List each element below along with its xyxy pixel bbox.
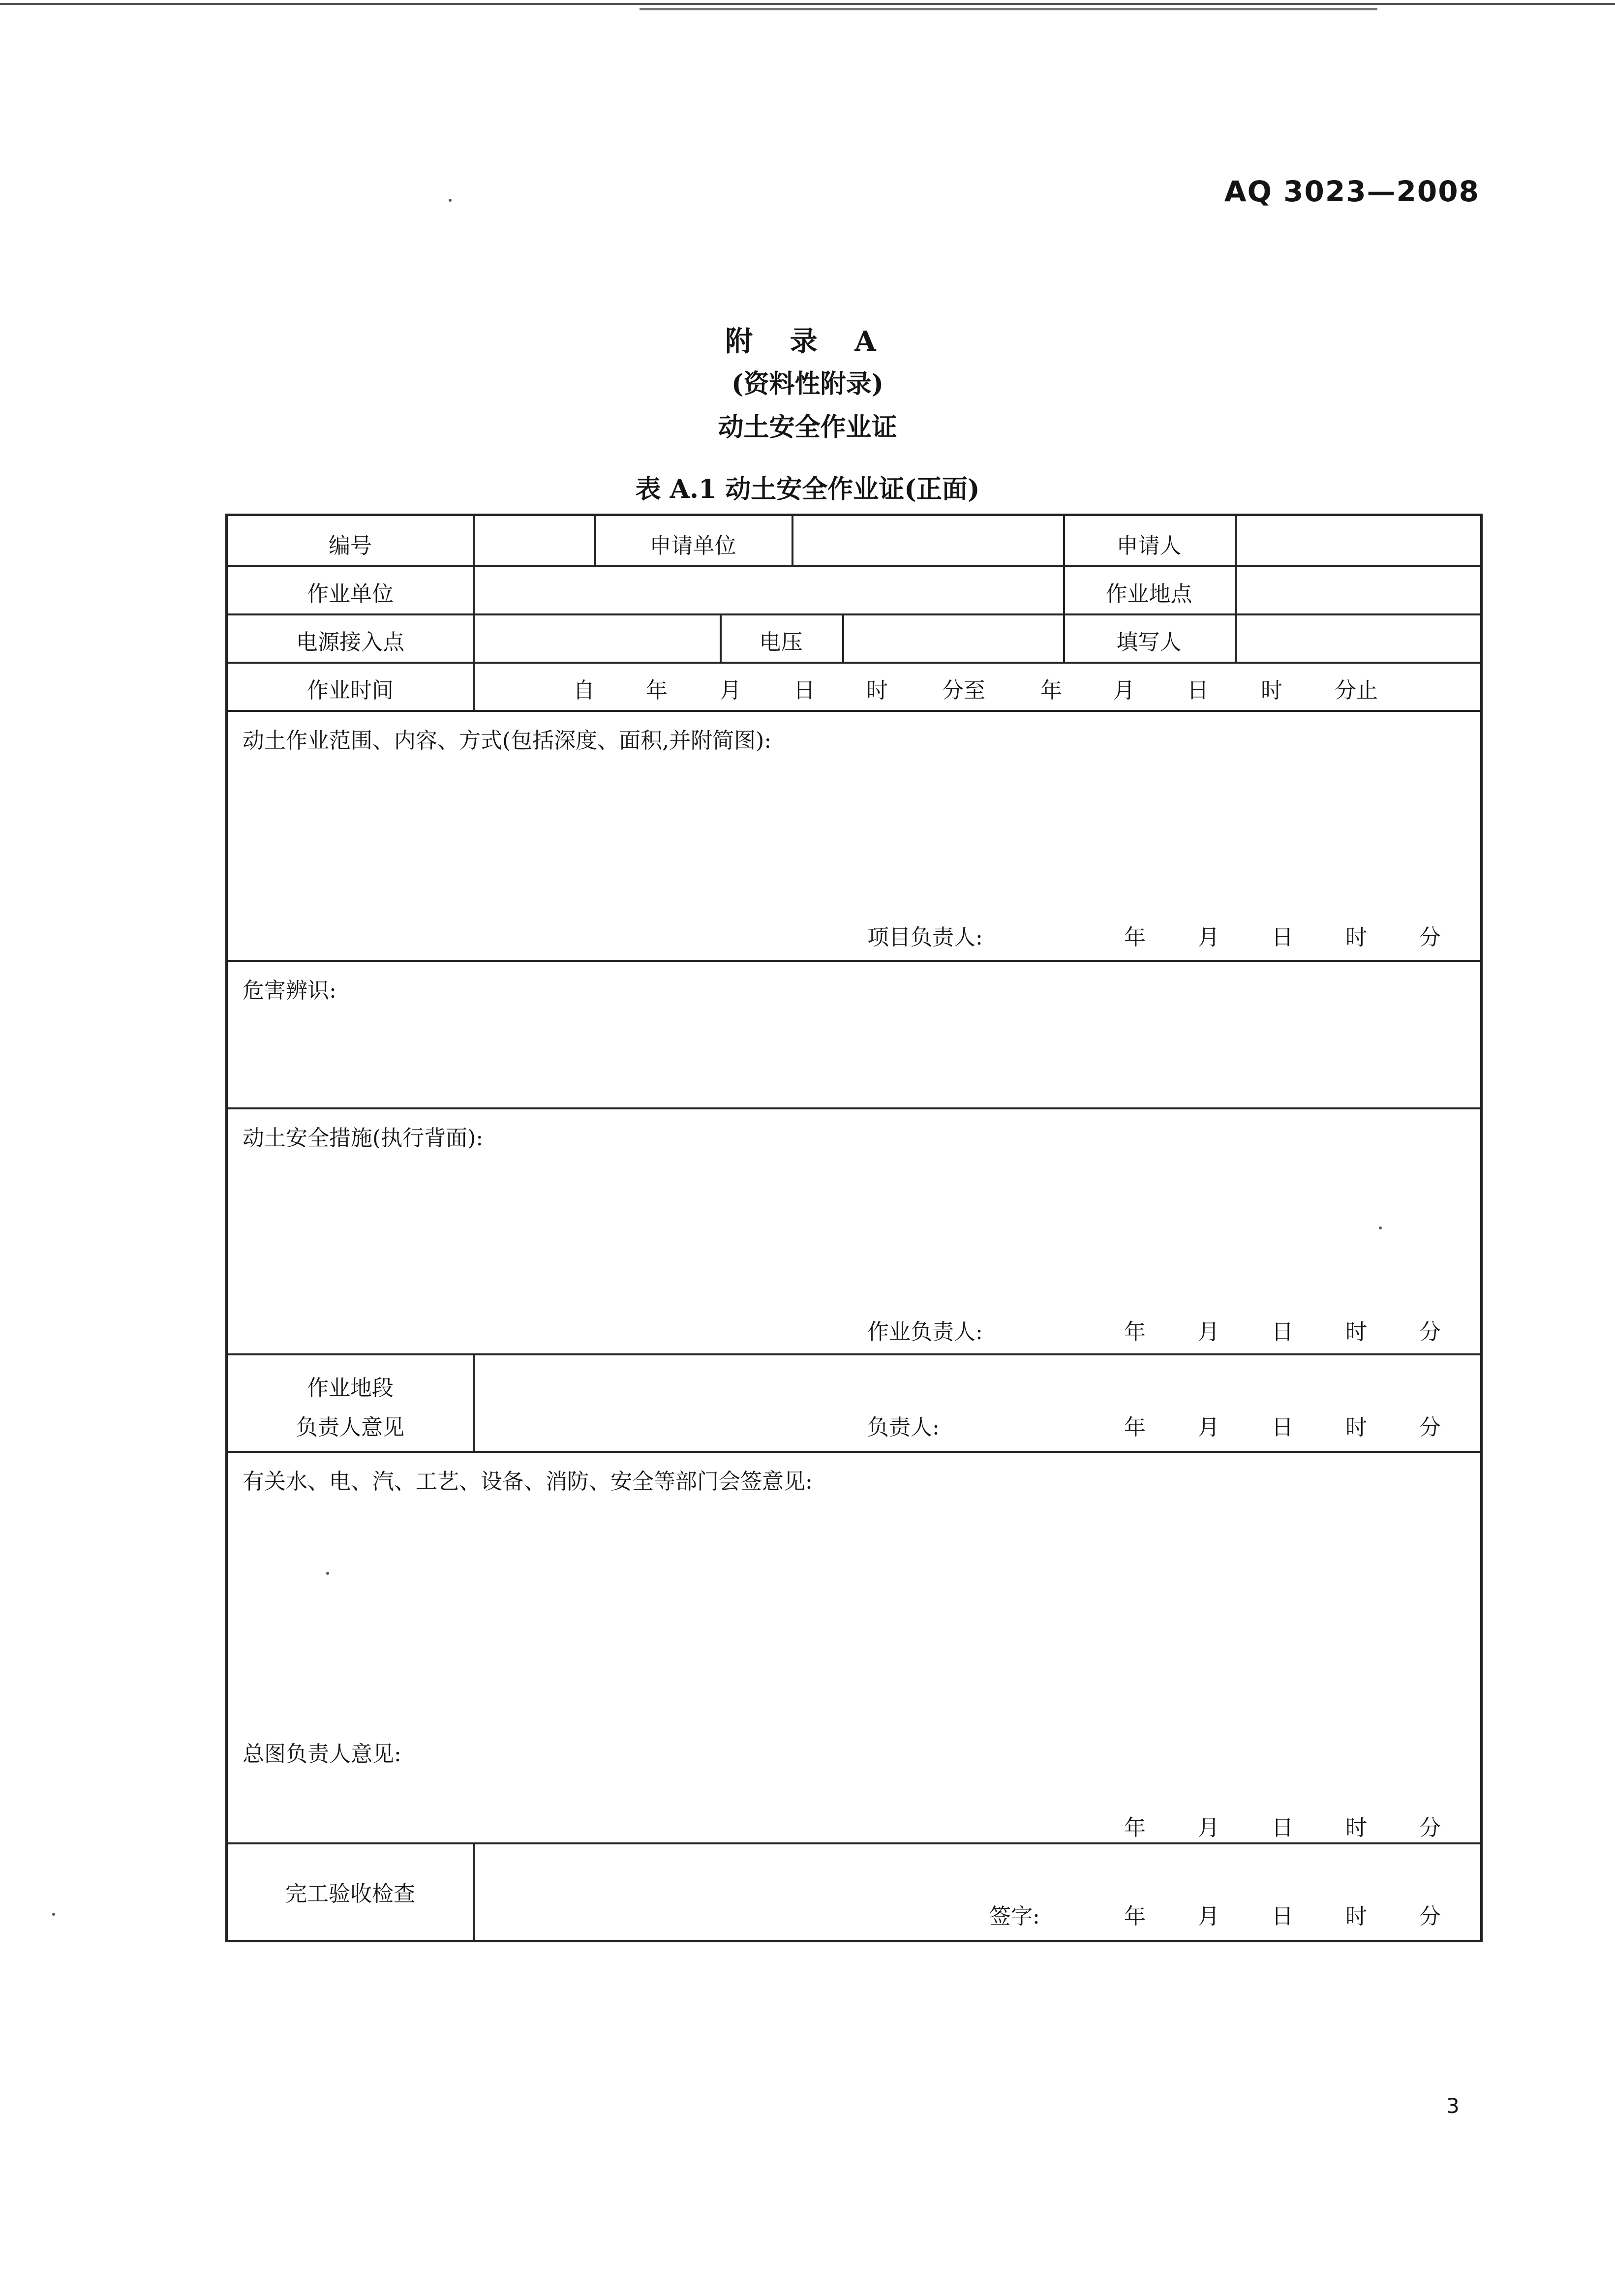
row-divider: [228, 613, 1481, 615]
row-divider: [228, 662, 1481, 664]
scope-minute: 分: [1419, 925, 1441, 950]
scope-label: 动土作业范围、内容、方式(包括深度、面积,并附简图):: [243, 728, 772, 753]
column-divider: [473, 516, 475, 710]
scan-speck: [1379, 1226, 1382, 1229]
row-divider: [228, 1451, 1481, 1453]
time-day-end: 日: [1187, 678, 1209, 703]
time-from: 自: [573, 678, 595, 703]
acceptance-signer-label: 签字:: [989, 1904, 1040, 1929]
acceptance-year: 年: [1124, 1904, 1146, 1929]
time-month-end: 月: [1113, 678, 1135, 703]
row-divider: [228, 1353, 1481, 1355]
countersign-label: 有关水、电、汽、工艺、设备、消防、安全等部门会签意见:: [243, 1469, 813, 1494]
time-year-end: 年: [1040, 678, 1062, 703]
work-unit-label: 作业单位: [307, 582, 394, 607]
scan-speck: [52, 1913, 55, 1916]
permit-form: [225, 514, 1483, 1942]
measures-minute: 分: [1419, 1319, 1441, 1345]
work-time-label: 作业时间: [307, 678, 394, 703]
section-opinion-label-line2: 负责人意见: [296, 1415, 404, 1440]
acceptance-month: 月: [1198, 1904, 1219, 1929]
section-day: 日: [1272, 1415, 1293, 1440]
time-year-start: 年: [646, 678, 668, 703]
scan-speck: [449, 199, 452, 202]
applicant-unit-label: 申请单位: [649, 533, 736, 558]
time-month-start: 月: [720, 678, 741, 703]
scope-signer-label: 项目负责人:: [867, 925, 983, 950]
row-divider: [228, 1107, 1481, 1109]
scope-hour: 时: [1345, 925, 1367, 950]
table-caption: 表 A.1 动土安全作业证(正面): [635, 474, 980, 504]
chief-opinion-label: 总图负责人意见:: [243, 1742, 401, 1767]
section-opinion-label-line1: 作业地段: [307, 1376, 394, 1401]
countersign-day: 日: [1272, 1815, 1293, 1840]
scan-edge-line: [0, 3, 1615, 5]
measures-signer-label: 作业负责人:: [867, 1319, 983, 1345]
column-divider: [473, 1842, 475, 1941]
scope-day: 日: [1272, 925, 1293, 950]
measures-hour: 时: [1345, 1319, 1367, 1345]
power-point-label: 电源接入点: [296, 630, 404, 655]
countersign-month: 月: [1198, 1815, 1219, 1840]
voltage-label: 电压: [759, 630, 803, 655]
section-signer-label: 负责人:: [867, 1415, 940, 1440]
time-minute-to: 分至: [942, 678, 985, 703]
acceptance-label: 完工验收检查: [285, 1881, 415, 1906]
scan-speck: [326, 1572, 329, 1575]
number-label: 编号: [329, 533, 372, 558]
column-divider: [842, 613, 844, 662]
measures-year: 年: [1124, 1319, 1146, 1345]
acceptance-hour: 时: [1345, 1904, 1367, 1929]
acceptance-day: 日: [1272, 1904, 1293, 1929]
row-divider: [228, 710, 1481, 712]
filler-label: 填写人: [1116, 630, 1182, 655]
time-hour-start: 时: [866, 678, 888, 703]
standard-number: AQ 3023—2008: [1224, 175, 1480, 208]
row-divider: [228, 1842, 1481, 1844]
column-divider: [792, 516, 793, 565]
scope-month: 月: [1198, 925, 1219, 950]
applicant-label: 申请人: [1116, 533, 1182, 558]
row-divider: [228, 960, 1481, 962]
time-hour-end: 时: [1261, 678, 1282, 703]
measures-month: 月: [1198, 1319, 1219, 1345]
measures-label: 动土安全措施(执行背面):: [243, 1126, 484, 1151]
hazard-label: 危害辨识:: [243, 978, 336, 1003]
work-location-label: 作业地点: [1105, 582, 1192, 607]
appendix-title: 附 录 A: [725, 325, 890, 358]
scan-edge-line-secondary: [640, 8, 1377, 10]
column-divider: [1235, 516, 1237, 662]
section-month: 月: [1198, 1415, 1219, 1440]
column-divider: [473, 1353, 475, 1451]
scope-year: 年: [1124, 925, 1146, 950]
page-number: 3: [1446, 2094, 1460, 2118]
acceptance-minute: 分: [1419, 1904, 1441, 1929]
countersign-year: 年: [1124, 1815, 1146, 1840]
countersign-minute: 分: [1419, 1815, 1441, 1840]
section-year: 年: [1124, 1415, 1146, 1440]
section-hour: 时: [1345, 1415, 1367, 1440]
certificate-title: 动土安全作业证: [718, 412, 897, 442]
row-divider: [228, 565, 1481, 567]
measures-day: 日: [1272, 1319, 1293, 1345]
section-minute: 分: [1419, 1415, 1441, 1440]
countersign-hour: 时: [1345, 1815, 1367, 1840]
appendix-nature: (资料性附录): [731, 369, 884, 399]
time-minute-stop: 分止: [1335, 678, 1378, 703]
time-day-start: 日: [793, 678, 815, 703]
